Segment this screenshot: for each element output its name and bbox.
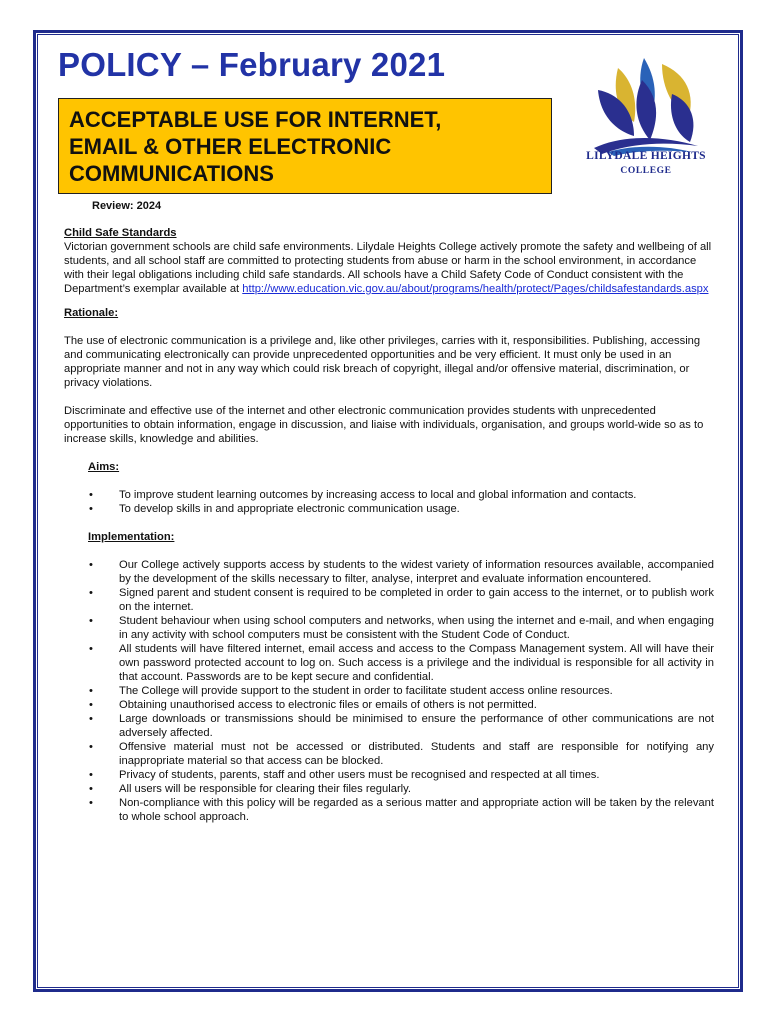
policy-body: [64, 226, 714, 824]
list-item: • To develop skills in and appropriate electronic communication usage.: [89, 502, 714, 516]
list-item: • Our College actively supports access by students to the widest variety of information resources available, accompanied by the development of the skills necessary to filter, analyse, interpret and evaluate information encountered.: [89, 558, 714, 586]
list-item: • All students will have filtered internet, email access and access to the Compass Management system. All will have their own password protected account to log on. Such access is a privilege and the individual is responsible for all activity in that account. Passwords are to be kept secure and confidential.: [89, 642, 714, 684]
implementation-list: [64, 558, 714, 824]
child-safe-text: [64, 240, 714, 296]
list-item: • To improve student learning outcomes by increasing access to local and global information and contacts.: [89, 488, 714, 502]
list-item: • All users will be responsible for clearing their files regularly.: [89, 782, 714, 796]
list-item: • Privacy of students, parents, staff and other users must be recognised and respected at all times.: [89, 768, 714, 782]
list-item: • Non-compliance with this policy will be regarded as a serious matter and appropriate action will be taken by the relevant to whole school approach.: [89, 796, 714, 824]
logo-school-subtitle: COLLEGE: [620, 166, 672, 176]
list-item: • Large downloads or transmissions should be minimised to ensure the performance of other communications are not adversely affected.: [89, 712, 714, 740]
aims-heading: Aims:: [88, 461, 120, 473]
policy-title-banner: [58, 98, 552, 194]
child-safe-link[interactable]: http://www.education.vic.gov.au/about/programs/health/protect/Pages/childsafestandards.aspx: [242, 283, 709, 295]
aims-list: [64, 488, 714, 516]
list-item: • Student behaviour when using school computers and networks, when using the internet and e-mail, and when engaging in any activity with school computers must be consistent with the Student Code of Conduct.: [89, 614, 714, 642]
rationale-heading: Rationale:: [64, 307, 119, 319]
child-safe-heading: Child Safe Standards: [64, 227, 177, 239]
implementation-heading: Implementation:: [88, 531, 175, 543]
policy-title: ACCEPTABLE USE FOR INTERNET, EMAIL & OTHER ELECTRONIC COMMUNICATIONS: [69, 107, 442, 186]
page-title: POLICY – February 2021: [58, 46, 446, 83]
list-item: • Signed parent and student consent is required to be completed in order to gain access to the internet, or to publish work on the internet.: [89, 586, 714, 614]
list-item: • Obtaining unauthorised access to electronic files or emails of others is not permitted.: [89, 698, 714, 712]
list-item: • Offensive material must not be accessed or distributed. Students and staff are responsible for notifying any inappropriate material so that access can be blocked.: [89, 740, 714, 768]
logo-school-name: LILYDALE HEIGHTS: [586, 150, 706, 162]
child-safe-paragraph: Victorian government schools are child safe environments. Lilydale Heights College actively promote the safety and wellbeing of all students, and all school staff are committed to protecting students from abuse or harm in the school environment, in accordance with their legal obligations including child safe standards. All schools have a Child Safety Code of Conduct consistent with the Department’s exemplar available at: [64, 241, 712, 295]
rationale-paragraph-1: The use of electronic communication is a privilege and, like other privileges, carries with it, responsibilities. Publishing, accessing and communicating electronically can provide unprecedented opportunities and be very efficient. It must only be used in an appropriate manner and not in any way which could risk breach of copyright, illegal and/or offensive material, discrimination, or privacy violations.: [64, 335, 701, 389]
list-item: • The College will provide support to the student in order to facilitate student access online resources.: [89, 684, 714, 698]
review-date: Review: 2024: [92, 200, 162, 212]
rationale-paragraph-2: Discriminate and effective use of the internet and other electronic communication provides students with unprecedented opportunities to obtain information, engage in discussion, and liaise with individuals, organisation, and groups world-wide so as to increase skills, knowledge and abilities.: [64, 405, 704, 445]
